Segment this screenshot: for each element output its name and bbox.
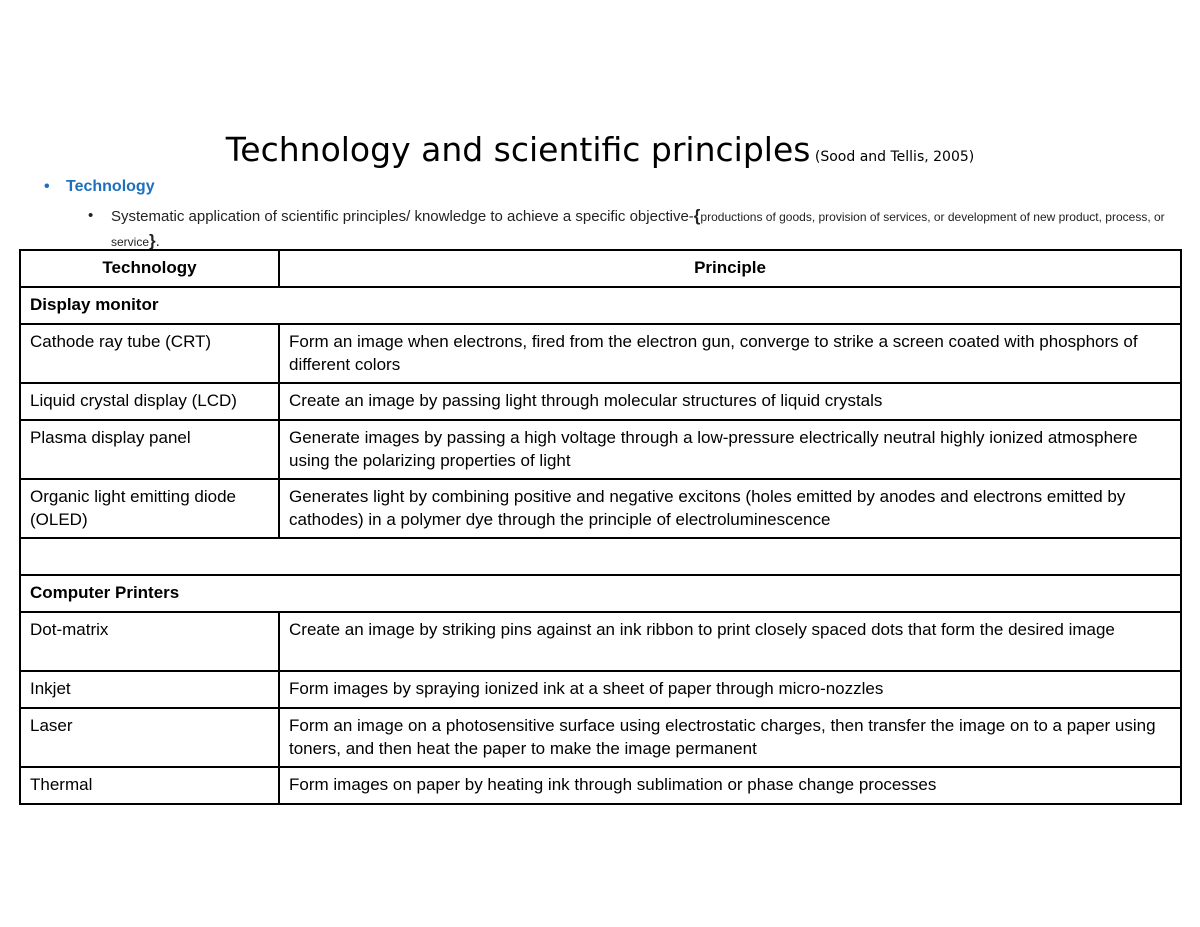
technology-cell: Laser [20, 708, 279, 767]
technology-cell: Thermal [20, 767, 279, 804]
principle-cell: Form images on paper by heating ink through sublimation or phase change processes [279, 767, 1181, 804]
principle-cell: Form images by spraying ionized ink at a sheet of paper through micro-nozzles [279, 671, 1181, 708]
bullet-dot-icon: • [44, 178, 50, 195]
section-row [20, 575, 1181, 612]
title-main: Technology and scientific principles [225, 130, 811, 169]
principle-cell: Generate images by passing a high voltage through a low-pressure electrically neutral highly ionized atmosphere using the polarizing properties of light [279, 420, 1181, 479]
table-row [20, 383, 1181, 420]
bullet-dot-icon: • [88, 207, 94, 224]
technology-cell: Liquid crystal display (LCD) [20, 383, 279, 420]
table-row [20, 612, 1181, 671]
header-principle: Principle [279, 250, 1181, 287]
empty-cell [20, 538, 1181, 575]
technology-cell: Plasma display panel [20, 420, 279, 479]
slide-title [0, 130, 1200, 169]
section-display-monitor: Display monitor [20, 287, 1181, 324]
bullet-level2-content [111, 204, 1188, 254]
bullet-level2-end: . [155, 233, 160, 250]
section-row [20, 287, 1181, 324]
principle-cell: Create an image by passing light through molecular structures of liquid crystals [279, 383, 1181, 420]
bullet-level1 [44, 178, 155, 196]
bullet-level2-small: productions of goods, provision of services, or development of new product, process, or service [111, 210, 1165, 249]
header-technology: Technology [20, 250, 279, 287]
table-row [20, 479, 1181, 538]
brace-close: } [149, 231, 156, 250]
technology-cell: Organic light emitting diode (OLED) [20, 479, 279, 538]
technology-cell: Inkjet [20, 671, 279, 708]
table-row [20, 671, 1181, 708]
technology-cell: Dot-matrix [20, 612, 279, 671]
bullet-level2 [88, 204, 1188, 254]
table-row [20, 708, 1181, 767]
bullet-level1-text: Technology [66, 178, 155, 195]
principle-cell: Create an image by striking pins against an ink ribbon to print closely spaced dots that form the desired image [279, 612, 1181, 671]
principle-cell: Generates light by combining positive and negative excitons (holes emitted by anodes and electrons emitted by cathodes) in a polymer dye through the principle of electroluminescence [279, 479, 1181, 538]
technology-principle-table [19, 249, 1182, 805]
bullet-level2-text: Systematic application of scientific principles/ knowledge to achieve a specific objective- [111, 208, 694, 225]
principle-cell: Form an image when electrons, fired from the electron gun, converge to strike a screen coated with phosphors of different colors [279, 324, 1181, 383]
brace-open: { [693, 206, 701, 225]
empty-row [20, 538, 1181, 575]
section-computer-printers: Computer Printers [20, 575, 1181, 612]
technology-cell: Cathode ray tube (CRT) [20, 324, 279, 383]
principle-cell: Form an image on a photosensitive surface using electrostatic charges, then transfer the image on to a paper using toners, and then heat the paper to make the image permanent [279, 708, 1181, 767]
table-row [20, 767, 1181, 804]
title-citation: (Sood and Tellis, 2005) [814, 149, 975, 165]
table-row [20, 420, 1181, 479]
table-row [20, 324, 1181, 383]
table-header-row [20, 250, 1181, 287]
